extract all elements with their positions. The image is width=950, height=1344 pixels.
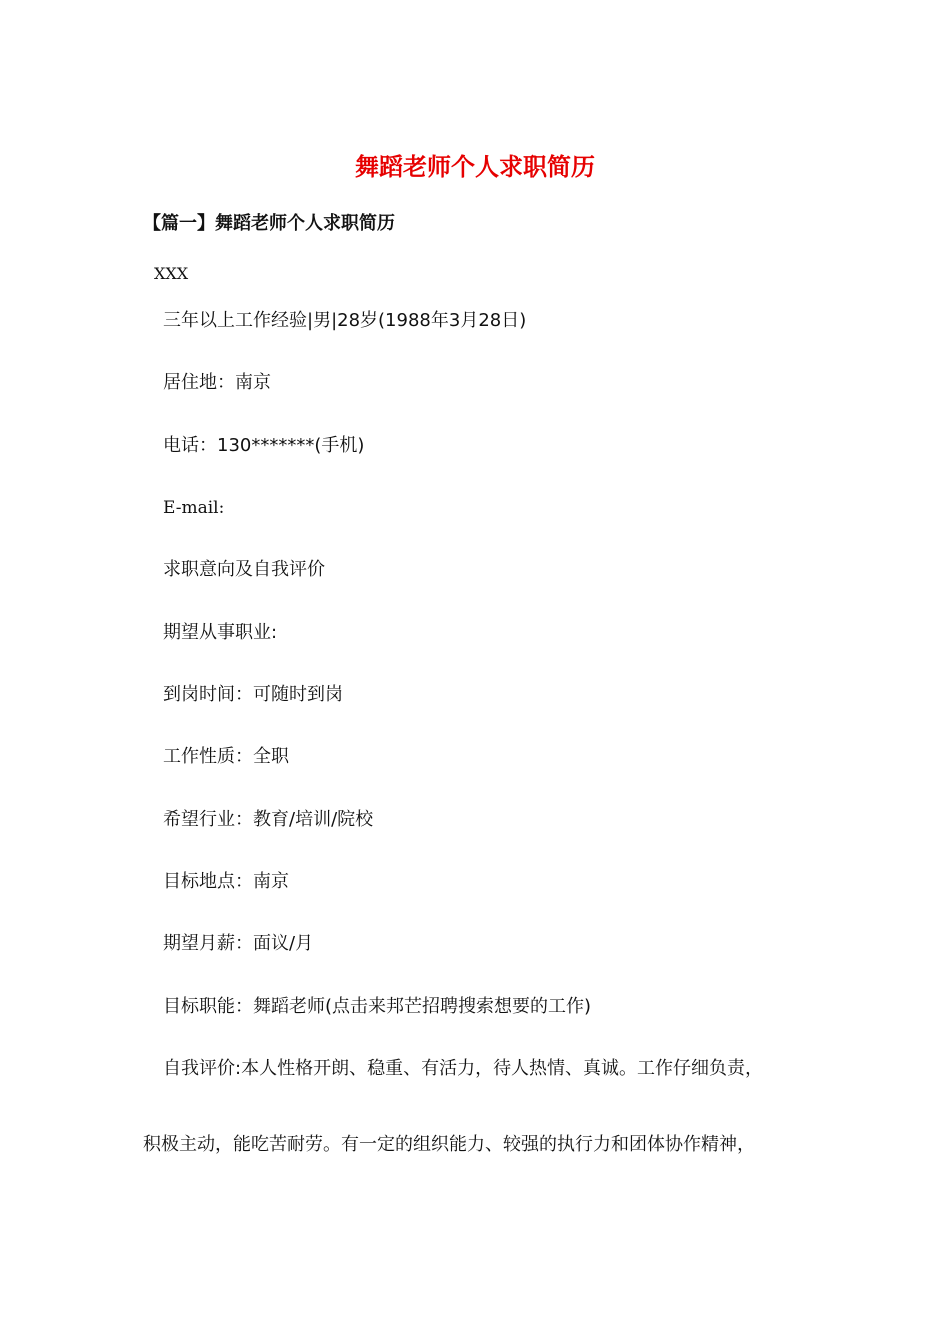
desired-occupation-line: 期望从事职业:: [163, 622, 278, 643]
availability-line: 到岗时间：可随时到岗: [163, 684, 343, 705]
residence-line: 居住地：南京: [163, 372, 271, 393]
section-heading: 【篇一】舞蹈老师个人求职简历: [143, 213, 395, 234]
intention-heading: 求职意向及自我评价: [163, 559, 325, 580]
document-title: 舞蹈老师个人求职简历: [355, 152, 595, 181]
self-evaluation-continuation: 积极主动，能吃苦耐劳。有一定的组织能力、较强的执行力和团体协作精神，: [143, 1134, 755, 1155]
phone-line: 电话：130*******(手机): [163, 435, 365, 456]
target-function-line: 目标职能：舞蹈老师(点击来邦芒招聘搜索想要的工作): [163, 996, 592, 1017]
industry-line: 希望行业：教育/培训/院校: [163, 809, 374, 830]
job-type-line: 工作性质：全职: [163, 746, 289, 767]
candidate-name: XXX: [154, 264, 189, 283]
expected-salary-line: 期望月薪：面议/月: [163, 933, 314, 954]
experience-gender-age-line: 三年以上工作经验|男|28岁(1988年3月28日): [163, 310, 527, 331]
email-line: E-mail:: [163, 498, 225, 518]
self-evaluation-line: 自我评价:本人性格开朗、稳重、有活力，待人热情、真诚。工作仔细负责，: [163, 1058, 764, 1079]
target-location-line: 目标地点：南京: [163, 871, 289, 892]
